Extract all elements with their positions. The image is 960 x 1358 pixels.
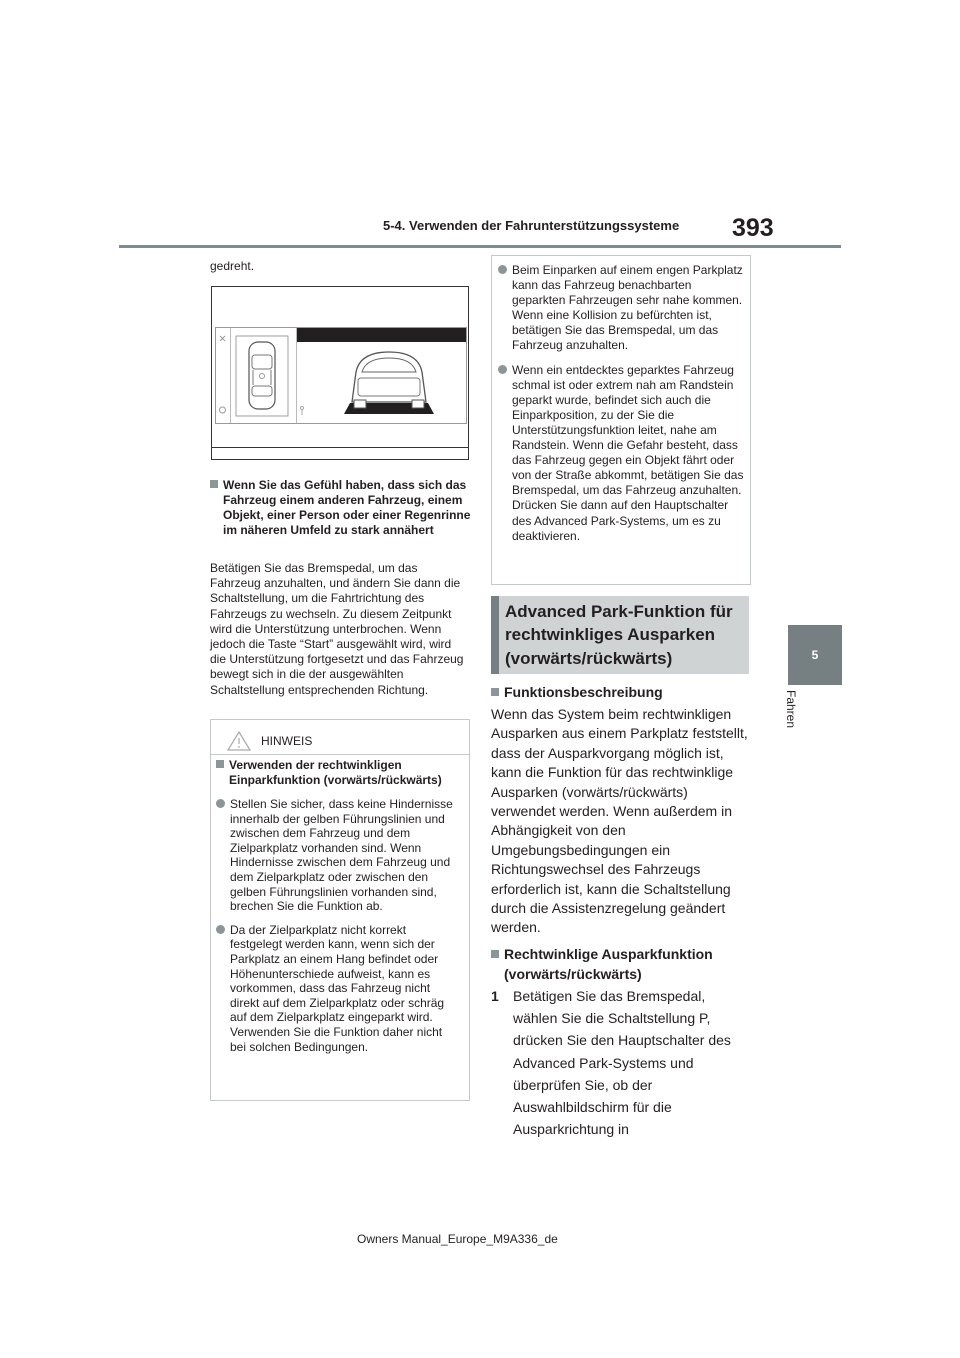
screen-display [215, 327, 467, 424]
warning-icon [227, 731, 251, 751]
notice-bullet: Stellen Sie sicher, dass keine Hindernisse innerhalb der gelben Führungslinien und zwischen dem Fahrzeug und dem Zielparkplatz vorhanden sind. Wenn Hindernisse zwischen dem Fahrzeug und dem Zielparkplatz oder zwischen den gelben Führungslinien vorhanden sind, brechen Sie die Funktion ab. [216, 797, 461, 914]
step-number: 1 [491, 988, 499, 1004]
caution-bullet: Wenn ein entdecktes geparktes Fahrzeug schmal ist oder extrem nah am Randstein geparkt wurde, befindet sich auch die Einparkposition, zu der Sie die Unterstützungsfunktion leitet, nahe am Randstein. Wenn die Gefahr besteht, dass das Fahrzeug gegen ein Objekt fährt oder von der Straße abkommt, betätigen Sie das Bremspedal, um das Fahrzeug anzuhalten. Drücken Sie dann auf den Hauptschalter des Advanced Park-Systems, um es zu deaktivieren. [498, 363, 744, 544]
parking-screen-illustration [211, 286, 469, 460]
notice-content [216, 758, 461, 1063]
title-accent-bar [491, 596, 499, 674]
bullet-dot-icon [216, 925, 225, 934]
notice-bullet: Da der Zielparkplatz nicht korrekt festgelegt werden kann, wenn sich der Parkplatz an einem Hang befindet oder Höhenunterschiede aufweist, kann es vorkommen, dass das Fahrzeug nicht direkt auf dem Zielparkplatz oder schräg auf dem Zielparkplatz eingeparkt wird. Verwenden Sie die Funktion daher nicht bei solchen Bedingungen. [216, 923, 461, 1054]
page-number: 393 [732, 214, 774, 242]
rear-view-car-icon [344, 352, 434, 414]
section-title: 5-4. Verwenden der Fahrunterstützungssysteme [383, 218, 680, 233]
bullet-dot-icon [216, 799, 225, 808]
section-heading: Advanced Park-Funktion für rechtwinkliges Ausparken (vorwärts/rückwärts) [505, 602, 733, 668]
caution-box [491, 255, 751, 585]
square-bullet-icon [491, 688, 499, 696]
square-bullet-icon [491, 950, 499, 958]
subsection-heading: Wenn Sie das Gefühl haben, dass sich das Fahrzeug einem anderen Fahrzeug, einem Objekt, einer Person oder einer Regenrinne im näheren Umfeld zu stark annähert [210, 478, 481, 538]
notice-box [210, 719, 470, 1101]
section-title-block [491, 596, 749, 674]
pedestrian-icon [301, 407, 304, 416]
notice-header [211, 720, 469, 755]
square-bullet-icon [210, 480, 218, 488]
procedure-heading: Rechtwinklige Ausparkfunktion (vorwärts/rückwärts) [491, 944, 762, 984]
notice-title: HINWEIS [261, 734, 313, 748]
notice-heading: Verwenden der rechtwinkligen Einparkfunktion (vorwärts/rückwärts) [216, 758, 461, 788]
footer-text: Owners Manual_Europe_M9A336_de [357, 1232, 558, 1246]
car-views-graphic [216, 328, 466, 423]
square-bullet-icon [216, 760, 224, 768]
close-icon [220, 336, 225, 341]
step-text: Betätigen Sie das Bremspedal, wählen Sie die Schaltstellung P, drücken Sie den Hauptschalter des Advanced Park-Systems und überprüfen Sie, ob der Auswahlbildschirm für die Ausparkrichtung in [513, 988, 731, 1138]
top-view-car-icon [236, 336, 288, 416]
figure-rule [212, 447, 468, 448]
function-description: Wenn das System beim rechtwinkligen Ausparken aus einem Parkplatz feststellt, dass der Ausparkvorgang möglich ist, kann die Funktion für das rechtwinklige Ausparken (vorwärts/rückwärts) verwendet werden. Wenn außerdem in Abhängigkeit von den Umgebungsbedingungen ein Richtungswechsel des Fahrzeugs erforderlich ist, kann die Schaltstellung durch die Assistenzregelung geändert werden. [491, 706, 748, 936]
chapter-label-text: Fahren [784, 690, 798, 729]
settings-icon [220, 407, 226, 413]
chapter-label [784, 690, 804, 750]
bullet-dot-icon [498, 265, 507, 274]
body-paragraph: Betätigen Sie das Bremspedal, um das Fahrzeug anzuhalten, und ändern Sie dann die Schaltstellung, um die Fahrtrichtung des Fahrzeugs zu wechseln. Zu diesem Zeitpunkt wird die Unterstützung unterbrochen. Wenn jedoch die Taste “Start” ausgewählt wird, wird die Unterstützung fortgesetzt und das Fahrzeug bewegt sich in die der ausgewählten Schaltstellung entsprechenden Richtung. [210, 561, 464, 697]
intro-text: gedreht. [210, 259, 255, 273]
function-heading: Funktionsbeschreibung [491, 682, 762, 702]
caution-content [498, 263, 744, 553]
bullet-dot-icon [498, 365, 507, 374]
caution-bullet: Beim Einparken auf einem engen Parkplatz kann das Fahrzeug benachbarten geparkten Fahrzeugen sehr nahe kommen. Wenn eine Kollision zu befürchten ist, betätigen Sie das Bremspedal, um das Fahrzeug anzuhalten. [498, 263, 744, 354]
header-rule [119, 245, 841, 248]
chapter-tab: 5 [788, 625, 842, 685]
